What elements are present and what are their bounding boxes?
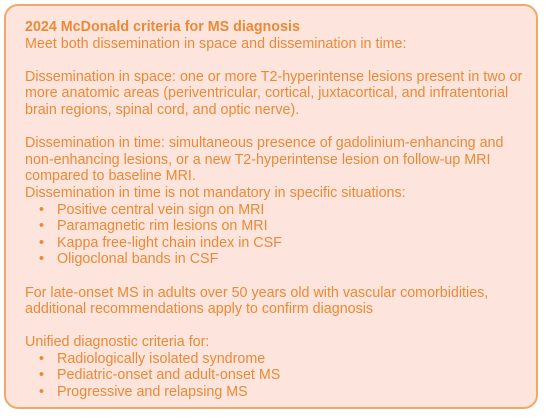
bullet-icon: • <box>39 234 45 251</box>
list-item-text: Positive central vein sign on MRI <box>57 201 265 218</box>
list-item <box>39 384 524 401</box>
list-item <box>39 235 524 252</box>
list-item <box>39 202 524 219</box>
list-item-text: Pediatric-onset and adult-onset MS <box>57 367 281 384</box>
box-title: 2024 McDonald criteria for MS diagnosis <box>25 19 300 35</box>
bullet-icon: • <box>39 384 45 401</box>
intro-text: Meet both dissemination in space and dissemination in time: <box>25 35 407 52</box>
bullet-icon: • <box>39 350 45 367</box>
bullet-icon: • <box>39 367 45 384</box>
list-item-text: Radiologically isolated syndrome <box>57 350 266 367</box>
bullet-icon: • <box>39 201 45 218</box>
spacer <box>25 318 524 335</box>
dissemination-time-text: Dissemination in time: simultaneous presence of gadolinium-enhancing and non-enhancing lesions, or a new T2-hyperintense lesion on follow-up MRI compared to baseline MRI. <box>25 135 504 185</box>
dissemination-space-text: Dissemination in space: one or more T2-hyperintense lesions present in two or more anatomic areas (periventricular, cortical, juxtacortical, and infratentorial brain regions, spinal cord, and optic nerve). <box>25 68 523 118</box>
list-item-text: Progressive and relapsing MS <box>57 384 248 401</box>
criteria-box <box>4 4 538 409</box>
dissemination-time-exceptions-list <box>25 202 524 268</box>
list-item <box>39 218 524 235</box>
late-onset-text: For late-onset MS in adults over 50 years old with vascular comorbidities, additional recommendations apply to confirm diagnosis <box>25 284 489 318</box>
list-item <box>39 351 524 368</box>
list-item-text: Kappa free-light chain index in CSF <box>57 234 282 251</box>
list-item <box>39 367 524 384</box>
list-item <box>39 251 524 268</box>
spacer <box>25 268 524 285</box>
unified-criteria-intro: Unified diagnostic criteria for: <box>25 334 210 351</box>
spacer <box>25 119 524 136</box>
bullet-icon: • <box>39 251 45 268</box>
bullet-icon: • <box>39 218 45 235</box>
dissemination-time-exceptions-intro: Dissemination in time is not mandatory in specific situations: <box>25 184 406 201</box>
spacer <box>25 52 524 69</box>
list-item-text: Oligoclonal bands in CSF <box>57 251 219 268</box>
unified-criteria-list <box>25 351 524 401</box>
list-item-text: Paramagnetic rim lesions on MRI <box>57 218 268 235</box>
